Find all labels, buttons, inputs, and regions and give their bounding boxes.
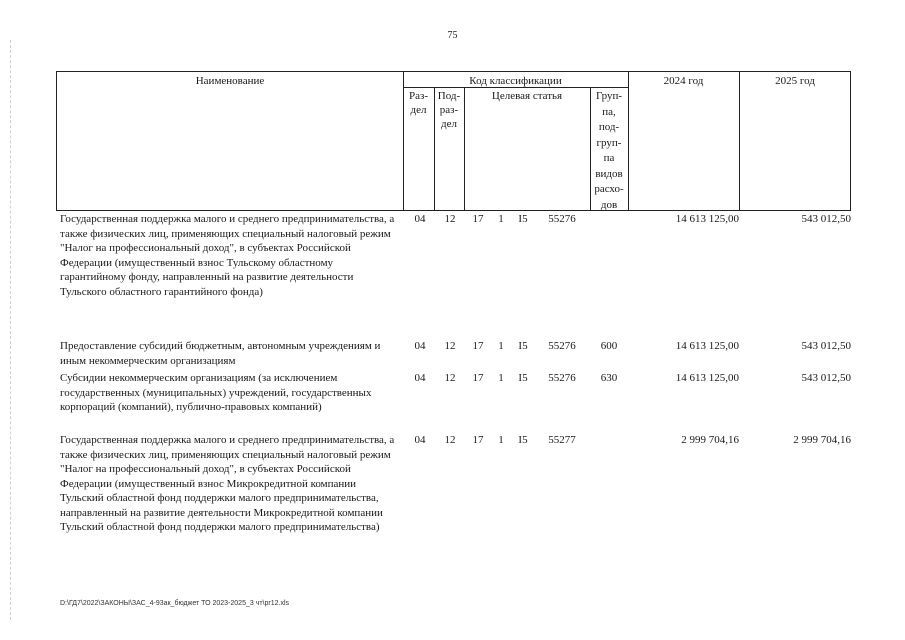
- row-target-4: 55276: [548, 213, 576, 225]
- row-target-4: 55276: [548, 372, 576, 384]
- row-name: Предоставление субсидий бюджетным, автономным учреждениям и иным некоммерческим организациям: [60, 340, 381, 367]
- row-target-2: 1: [498, 434, 504, 446]
- row-podrazdel: 12: [444, 434, 456, 446]
- row-target-2: 1: [498, 340, 504, 352]
- page-number: 75: [447, 30, 458, 41]
- row-amount-2024: 14 613 125,00: [675, 213, 739, 225]
- header-subsection: Под- раз- дел: [437, 90, 461, 130]
- header-name: Наименование: [195, 75, 265, 87]
- footer-file-path: D:\ГД7\2022\ЗАКОНЫ\ЗАС_4-93ак_бюджет ТО 2023-2025_3 чт\pr12.xls: [60, 600, 290, 607]
- row-target-3: I5: [518, 340, 528, 352]
- row-target-3: I5: [518, 213, 528, 225]
- table-header: [56, 71, 851, 211]
- row-amount-2024: 14 613 125,00: [675, 340, 739, 352]
- row-amount-2025: 543 012,50: [801, 340, 851, 352]
- header-section: Раз- дел: [408, 90, 428, 116]
- row-target-1: 17: [472, 340, 484, 352]
- row-razdel: 04: [414, 340, 426, 352]
- header-year-2024: 2024 год: [663, 75, 704, 87]
- row-target-2: 1: [498, 372, 504, 384]
- header-group: Груп- па, под- груп- па видов расхо- дов: [594, 90, 624, 211]
- header-code-group: Код классификации: [469, 75, 562, 87]
- row-amount-2025: 543 012,50: [801, 213, 851, 225]
- header-target: Целевая статья: [491, 90, 563, 102]
- margin-guide: [10, 40, 11, 620]
- row-podrazdel: 12: [444, 213, 456, 225]
- row-target-1: 17: [472, 372, 484, 384]
- row-amount-2025: 543 012,50: [801, 372, 851, 384]
- row-podrazdel: 12: [444, 340, 456, 352]
- row-razdel: 04: [414, 434, 426, 446]
- row-target-1: 17: [472, 434, 484, 446]
- row-target-2: 1: [498, 213, 504, 225]
- row-target-4: 55277: [548, 434, 576, 446]
- row-target-4: 55276: [548, 340, 576, 352]
- row-name: Государственная поддержка малого и среднего предпринимательства, а также физических лиц, применяющих специальный налоговый режим "Налог на профессиональный доход", в субъектах Российской Федерации (имущественный взнос Микрокредитной компании Тульский областной фонд поддержки малого предпринимательства, направленный на развитие деятельности Микрокредитной компании Тульский областной фонд поддержки малого предпринимательства): [60, 434, 395, 533]
- row-target-1: 17: [472, 213, 484, 225]
- row-amount-2025: 2 999 704,16: [793, 434, 851, 446]
- row-razdel: 04: [414, 372, 426, 384]
- row-vid: 600: [600, 340, 618, 352]
- row-razdel: 04: [414, 213, 426, 225]
- row-podrazdel: 12: [444, 372, 456, 384]
- row-name: Субсидии некоммерческим организациям (за исключением государственных (муниципальных) учреждений, государственных корпораций (компаний), публично-правовых компаний): [60, 372, 372, 413]
- row-vid: 630: [600, 372, 618, 384]
- row-name: Государственная поддержка малого и среднего предпринимательства, а также физических лиц, применяющих специальный налоговый режим "Налог на профессиональный доход", в субъектах Российской Федерации (имущественный взнос Тульскому областному гарантийному фонду, направленный на развитие деятельности Тульского областного гарантийного фонда): [60, 213, 395, 298]
- row-amount-2024: 14 613 125,00: [675, 372, 739, 384]
- header-year-2025: 2025 год: [775, 75, 815, 87]
- row-target-3: I5: [518, 372, 528, 384]
- row-amount-2024: 2 999 704,16: [681, 434, 739, 446]
- row-target-3: I5: [518, 434, 528, 446]
